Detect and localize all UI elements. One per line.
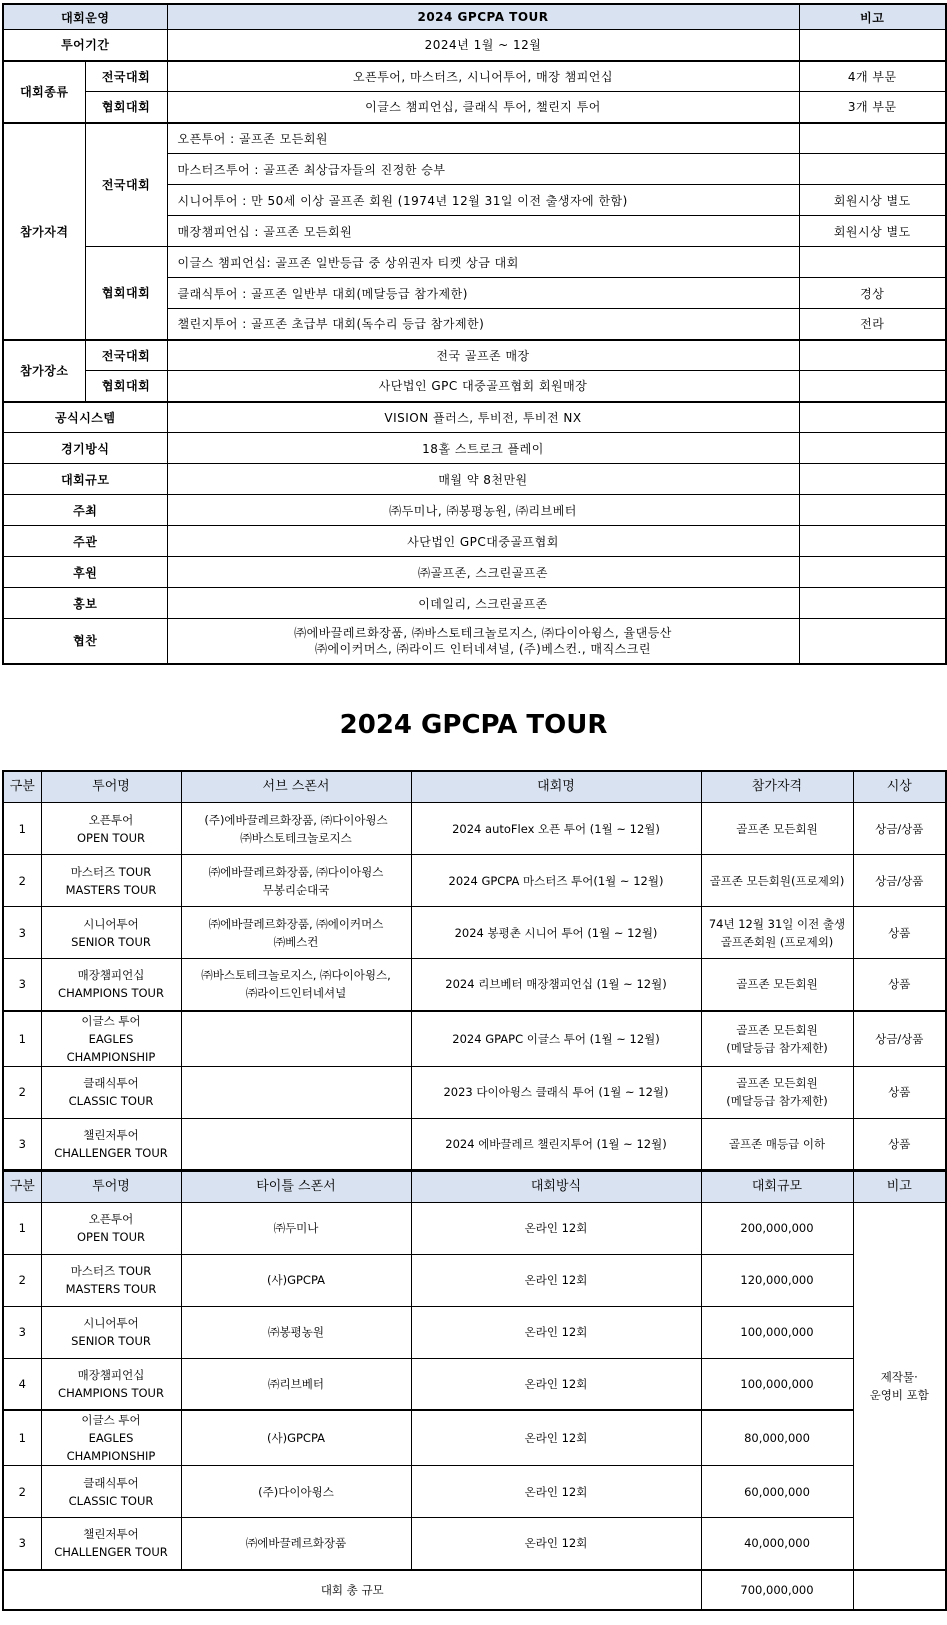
table-row xyxy=(3,1202,946,1254)
tour-name-ko: 시니어투어 xyxy=(83,1316,139,1330)
prize: 상품 xyxy=(853,1066,946,1118)
col-header: 대회규모 xyxy=(701,1170,853,1202)
tour-name xyxy=(41,907,181,959)
sub-sponsor-line: ㈜바스토테크놀로지스, ㈜다이아윙스, xyxy=(201,968,391,983)
row-no: 1 xyxy=(3,1410,41,1466)
info-label: 주관 xyxy=(3,526,167,557)
row-no: 2 xyxy=(3,855,41,907)
event-format: 온라인 12회 xyxy=(411,1202,701,1254)
col-header: 시상 xyxy=(853,771,946,803)
qualification-note xyxy=(799,123,946,154)
info-row xyxy=(3,526,946,557)
event-format: 온라인 12회 xyxy=(411,1254,701,1306)
qualification-label: 참가자격 xyxy=(3,123,85,340)
event-name: 2024 autoFlex 오픈 투어 (1월 ~ 12월) xyxy=(411,803,701,855)
info-label: 홍보 xyxy=(3,588,167,619)
row-no: 4 xyxy=(3,1358,41,1410)
qualification-line: 골프존 모든회원(프로제외) xyxy=(709,873,845,888)
header-operation: 대회운영 xyxy=(3,4,167,30)
tour-name-ko: 매장챔피언십 xyxy=(77,1367,145,1382)
qualification-note: 회원시상 별도 xyxy=(799,216,946,247)
sub-sponsor-line: ㈜베스컨 xyxy=(273,934,319,949)
tour-name-en: CHALLENGER TOUR xyxy=(54,1145,168,1160)
table-row xyxy=(3,1518,946,1570)
row-no: 1 xyxy=(3,1202,41,1254)
tour-name-ko: 마스터즈 TOUR xyxy=(70,1264,152,1278)
event-name: 2023 다이아윙스 클래식 투어 (1월 ~ 12월) xyxy=(411,1066,701,1118)
qualification xyxy=(701,1118,853,1170)
tour-name-ko: 마스터즈 TOUR xyxy=(70,864,152,879)
event-format: 온라인 12회 xyxy=(411,1358,701,1410)
venue-value: 사단법인 GPC 대중골프협회 회원매장 xyxy=(167,371,799,402)
venue-note xyxy=(799,340,946,371)
tour-name-en: CHAMPIONS TOUR xyxy=(58,1385,164,1400)
sub-sponsor xyxy=(181,1118,411,1170)
col-header: 대회방식 xyxy=(411,1170,701,1202)
qualification-line: 골프존 매등급 이하 xyxy=(728,1136,826,1151)
table-row xyxy=(3,803,946,855)
tour-overview-table xyxy=(2,3,947,665)
qualification xyxy=(701,1011,853,1067)
event-format: 온라인 12회 xyxy=(411,1306,701,1358)
tour-name-en: SENIOR TOUR xyxy=(71,1334,151,1348)
event-name: 2024 봉평촌 시니어 투어 (1월 ~ 12월) xyxy=(411,907,701,959)
event-size: 100,000,000 xyxy=(701,1306,853,1358)
table-row xyxy=(3,959,946,1011)
sponsor-row xyxy=(3,619,946,664)
qualification-line: 골프존 모든회원 xyxy=(736,977,818,992)
header-tour-title: 2024 GPCPA TOUR xyxy=(167,4,799,30)
table-row xyxy=(3,1466,946,1518)
types-value: 오픈투어, 마스터즈, 시니어투어, 매장 챔피언십 xyxy=(167,61,799,92)
tour-name xyxy=(41,1202,181,1254)
qualification-line: 골프존 모든회원 xyxy=(736,1076,818,1090)
qualification-line: 74년 12월 31일 이전 출생 xyxy=(708,916,846,931)
event-size: 120,000,000 xyxy=(701,1254,853,1306)
tour-name xyxy=(41,855,181,907)
info-note xyxy=(799,495,946,526)
sponsor-line: ㈜에바끌레르화장품, ㈜바스토테크놀로지스, ㈜다이아윙스, 율댄등산 xyxy=(294,625,672,640)
tour-name-en: CHALLENGER TOUR xyxy=(54,1545,168,1560)
tour-name xyxy=(41,1358,181,1410)
tour-name xyxy=(41,1518,181,1570)
col-header: 타이틀 스폰서 xyxy=(181,1170,411,1202)
event-name: 2024 GPAPC 이글스 투어 (1월 ~ 12월) xyxy=(411,1011,701,1067)
tour-name xyxy=(41,803,181,855)
info-note xyxy=(799,433,946,464)
total-value: 700,000,000 xyxy=(701,1570,853,1610)
budget-note-line: 제작물· xyxy=(880,1369,918,1384)
info-row xyxy=(3,402,946,433)
row-no: 2 xyxy=(3,1466,41,1518)
qualification-value: 이글스 챔피언십: 골프존 일반등급 중 상위권자 티켓 상금 대회 xyxy=(167,247,799,278)
budget-note xyxy=(853,1202,946,1570)
qualification xyxy=(701,803,853,855)
title-sponsor: ㈜봉평농원 xyxy=(181,1306,411,1358)
table-row xyxy=(3,1066,946,1118)
sub-sponsor xyxy=(181,1011,411,1067)
info-row xyxy=(3,464,946,495)
overview-header-row xyxy=(3,4,946,30)
sub-sponsor-line: 무봉리순대국 xyxy=(262,882,330,897)
row-no: 1 xyxy=(3,803,41,855)
row-no: 2 xyxy=(3,1066,41,1118)
sponsor-note xyxy=(799,619,946,664)
tour-name-en: SENIOR TOUR xyxy=(71,934,151,949)
qualification-note: 회원시상 별도 xyxy=(799,185,946,216)
types-row xyxy=(3,92,946,123)
qualification-note xyxy=(799,247,946,278)
tour-name xyxy=(41,1466,181,1518)
qualification-value: 시니어투어 : 만 50세 이상 골프존 회원 (1974년 12월 31일 이전 출생자에 한함) xyxy=(167,185,799,216)
tour-name-ko: 클래식투어 xyxy=(83,1475,139,1490)
title-sponsor: (주)다이아윙스 xyxy=(181,1466,411,1518)
qualification-value: 매장챔피언십 : 골프존 모든회원 xyxy=(167,216,799,247)
info-note xyxy=(799,588,946,619)
title-sponsor: ㈜에바끌레르화장품 xyxy=(181,1518,411,1570)
qualification-value: 오픈투어 : 골프존 모든회원 xyxy=(167,123,799,154)
sponsor-value xyxy=(167,619,799,664)
table-row xyxy=(3,1306,946,1358)
info-label: 주최 xyxy=(3,495,167,526)
event-format: 온라인 12회 xyxy=(411,1518,701,1570)
tour-schedule-table xyxy=(2,770,947,1611)
col-header: 참가자격 xyxy=(701,771,853,803)
tour-name-en: CLASSIC TOUR xyxy=(68,1094,154,1108)
info-row xyxy=(3,588,946,619)
info-row xyxy=(3,495,946,526)
event-format: 온라인 12회 xyxy=(411,1410,701,1466)
qualification-note: 경상 xyxy=(799,278,946,309)
types-label: 대회종류 xyxy=(3,61,85,123)
qualification xyxy=(701,959,853,1011)
tour-name-ko: 이글스 투어 xyxy=(81,1013,141,1028)
info-row xyxy=(3,433,946,464)
venue-sub: 전국대회 xyxy=(85,340,167,371)
venue-sub: 협회대회 xyxy=(85,371,167,402)
schedule-header-row xyxy=(3,771,946,803)
tour-name-ko: 클래식투어 xyxy=(83,1076,139,1090)
qualification-line: (메달등급 참가제한) xyxy=(726,1040,828,1055)
table-row xyxy=(3,855,946,907)
section-title: 2024 GPCPA TOUR xyxy=(339,710,608,740)
info-value: 18홀 스트로크 플레이 xyxy=(167,433,799,464)
prize: 상금/상품 xyxy=(853,855,946,907)
qualification-row xyxy=(3,247,946,278)
budget-note-line: 운영비 포함 xyxy=(869,1387,929,1402)
venue-note xyxy=(799,371,946,402)
title-sponsor: ㈜두미나 xyxy=(181,1202,411,1254)
sub-sponsor xyxy=(181,1066,411,1118)
prize: 상금/상품 xyxy=(853,803,946,855)
venue-label: 참가장소 xyxy=(3,340,85,402)
event-format: 온라인 12회 xyxy=(411,1466,701,1518)
tour-name-en: MASTERS TOUR xyxy=(65,1282,157,1296)
col-header: 투어명 xyxy=(41,1170,181,1202)
info-note xyxy=(799,402,946,433)
sub-sponsor-line: ㈜바스토테크놀로지스 xyxy=(240,830,352,845)
tour-name-ko: 이글스 투어 xyxy=(81,1413,141,1427)
qualification-note: 전라 xyxy=(799,309,946,340)
info-row xyxy=(3,557,946,588)
sponsor-label: 협찬 xyxy=(3,619,167,664)
info-value: ㈜골프존, 스크린골프존 xyxy=(167,557,799,588)
tour-name xyxy=(41,959,181,1011)
info-value: VISION 플러스, 투비전, 투비전 NX xyxy=(167,402,799,433)
qualification xyxy=(701,907,853,959)
event-size: 40,000,000 xyxy=(701,1518,853,1570)
sponsor-line: ㈜에이커머스, ㈜라이드 인터네셔널, (주)베스컨., 매직스크린 xyxy=(315,641,651,656)
table-row xyxy=(3,1118,946,1170)
col-header: 구분 xyxy=(3,1170,41,1202)
sub-sponsor-line: (주)에바끌레르화장품, ㈜다이아윙스 xyxy=(204,812,388,827)
info-value: ㈜두미나, ㈜봉평농원, ㈜리브베터 xyxy=(167,495,799,526)
qualification-line: 골프존회원 (프로제외) xyxy=(720,934,834,949)
types-sub: 협회대회 xyxy=(85,92,167,123)
tour-name-ko: 오픈투어 xyxy=(88,1212,134,1226)
header-note: 비고 xyxy=(799,4,946,30)
prize: 상금/상품 xyxy=(853,1011,946,1067)
event-name: 2024 에바끌레르 챌린지투어 (1월 ~ 12월) xyxy=(411,1118,701,1170)
row-no: 3 xyxy=(3,1306,41,1358)
tour-name-en: EAGLES CHAMPIONSHIP xyxy=(66,1431,156,1463)
event-size: 80,000,000 xyxy=(701,1410,853,1466)
title-sponsor: (사)GPCPA xyxy=(181,1410,411,1466)
event-name: 2024 리브베터 매장챔피언십 (1월 ~ 12월) xyxy=(411,959,701,1011)
row-no: 3 xyxy=(3,959,41,1011)
total-row xyxy=(3,1570,946,1610)
table-row xyxy=(3,1410,946,1466)
sub-sponsor-line: ㈜에바끌레르화장품, ㈜다이아윙스 xyxy=(208,864,384,879)
col-header: 비고 xyxy=(853,1170,946,1202)
tour-name-en: MASTERS TOUR xyxy=(65,882,157,897)
total-label: 대회 총 규모 xyxy=(3,1570,701,1610)
col-header: 구분 xyxy=(3,771,41,803)
event-size: 100,000,000 xyxy=(701,1358,853,1410)
qualification-value: 챌린지투어 : 골프존 초급부 대회(독수리 등급 참가제한) xyxy=(167,309,799,340)
table-row xyxy=(3,1358,946,1410)
sub-sponsor xyxy=(181,855,411,907)
qualification-row xyxy=(3,123,946,154)
qualification xyxy=(701,1066,853,1118)
tour-name-en: CLASSIC TOUR xyxy=(68,1493,154,1508)
info-note xyxy=(799,464,946,495)
tour-name xyxy=(41,1066,181,1118)
info-value: 사단법인 GPC대중골프협회 xyxy=(167,526,799,557)
qualification-sub-national: 전국대회 xyxy=(85,123,167,247)
qualification-line: (메달등급 참가제한) xyxy=(726,1094,828,1108)
title-sponsor: (사)GPCPA xyxy=(181,1254,411,1306)
sub-sponsor-line: ㈜에바끌레르화장품, ㈜에이커머스 xyxy=(208,916,384,931)
types-sub: 전국대회 xyxy=(85,61,167,92)
qualification-value: 마스터즈투어 : 골프존 최상급자들의 진정한 승부 xyxy=(167,154,799,185)
types-note: 3개 부문 xyxy=(799,92,946,123)
title-sponsor: ㈜리브베터 xyxy=(181,1358,411,1410)
qualification-value: 클래식투어 : 골프존 일반부 대회(메달등급 참가제한) xyxy=(167,278,799,309)
info-value: 이데일리, 스크린골프존 xyxy=(167,588,799,619)
types-row xyxy=(3,61,946,92)
col-header: 서브 스폰서 xyxy=(181,771,411,803)
types-value: 이글스 챔피언십, 클래식 투어, 챌린지 투어 xyxy=(167,92,799,123)
tour-name-en: CHAMPIONS TOUR xyxy=(58,986,164,1001)
qualification-line: 골프존 모든회원 xyxy=(736,821,818,836)
tour-name-ko: 챌린저투어 xyxy=(83,1527,139,1542)
table-row xyxy=(3,907,946,959)
info-label: 공식시스템 xyxy=(3,402,167,433)
event-size: 60,000,000 xyxy=(701,1466,853,1518)
sub-sponsor xyxy=(181,907,411,959)
venue-row xyxy=(3,371,946,402)
tour-name xyxy=(41,1118,181,1170)
period-value: 2024년 1월 ~ 12월 xyxy=(167,30,799,61)
total-note xyxy=(853,1570,946,1610)
qualification xyxy=(701,855,853,907)
tour-name-en: EAGLES CHAMPIONSHIP xyxy=(66,1031,156,1064)
row-no: 3 xyxy=(3,907,41,959)
info-label: 후원 xyxy=(3,557,167,588)
period-label: 투어기간 xyxy=(3,30,167,61)
tour-name xyxy=(41,1011,181,1067)
tour-name-ko: 매장챔피언십 xyxy=(77,968,145,983)
venue-value: 전국 골프존 매장 xyxy=(167,340,799,371)
tour-name-en: OPEN TOUR xyxy=(77,1230,145,1244)
qualification-line: 골프존 모든회원 xyxy=(736,1022,818,1037)
sub-sponsor xyxy=(181,803,411,855)
row-no: 1 xyxy=(3,1011,41,1067)
sub-sponsor xyxy=(181,959,411,1011)
col-header: 투어명 xyxy=(41,771,181,803)
info-value: 매월 약 8천만원 xyxy=(167,464,799,495)
tour-name-en: OPEN TOUR xyxy=(77,830,145,845)
col-header: 대회명 xyxy=(411,771,701,803)
tour-name-ko: 오픈투어 xyxy=(88,812,134,827)
period-note xyxy=(799,30,946,61)
qualification-note xyxy=(799,154,946,185)
table-row xyxy=(3,1011,946,1067)
tour-name-ko: 시니어투어 xyxy=(83,916,139,931)
row-no: 3 xyxy=(3,1118,41,1170)
prize: 상품 xyxy=(853,1118,946,1170)
row-no: 2 xyxy=(3,1254,41,1306)
budget-header-row xyxy=(3,1170,946,1202)
tour-name xyxy=(41,1410,181,1466)
event-name: 2024 GPCPA 마스터즈 투어(1월 ~ 12월) xyxy=(411,855,701,907)
row-no: 3 xyxy=(3,1518,41,1570)
prize: 상품 xyxy=(853,959,946,1011)
event-size: 200,000,000 xyxy=(701,1202,853,1254)
tour-name-ko: 챌린저투어 xyxy=(83,1127,139,1142)
qualification-sub-association: 협회대회 xyxy=(85,247,167,340)
table-row xyxy=(3,1254,946,1306)
types-note: 4개 부문 xyxy=(799,61,946,92)
tour-name xyxy=(41,1306,181,1358)
prize: 상품 xyxy=(853,907,946,959)
sub-sponsor-line: ㈜라이드인터네셔널 xyxy=(245,986,347,1001)
info-note xyxy=(799,557,946,588)
info-label: 대회규모 xyxy=(3,464,167,495)
period-row xyxy=(3,30,946,61)
tour-name xyxy=(41,1254,181,1306)
info-note xyxy=(799,526,946,557)
info-label: 경기방식 xyxy=(3,433,167,464)
venue-row xyxy=(3,340,946,371)
